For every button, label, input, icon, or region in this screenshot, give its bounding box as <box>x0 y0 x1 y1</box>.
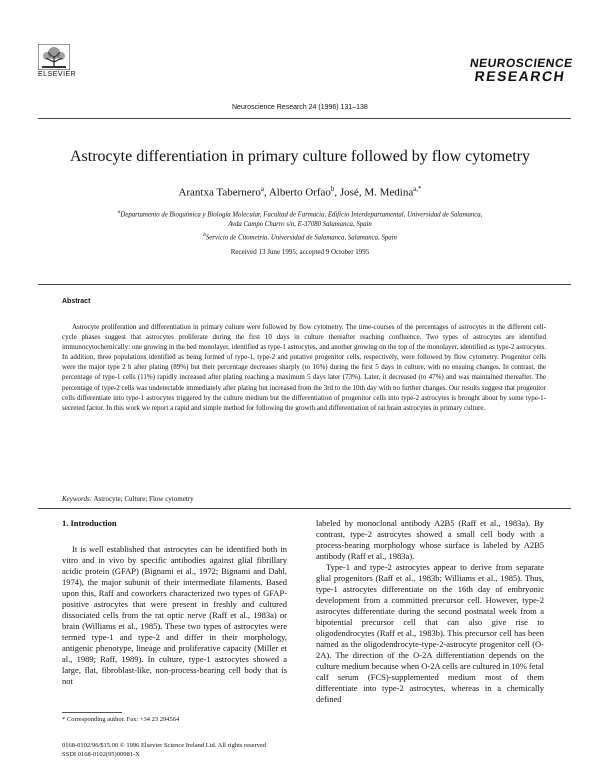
affiliation-a-address: Avda Campo Charro s/n, E-37080 Salamanca, Spain <box>228 221 372 229</box>
corresponding-author-footnote: * Corresponding author. Fax: +34 23 294564 <box>62 716 180 723</box>
affiliation-a-line1: Departamento de Bioquímica y Biología Molecular, Facultad de Farmacia, Edificio Interdepartamental, Universidad de Salamanca, <box>120 211 483 219</box>
affiliations <box>40 207 560 244</box>
copyright-info <box>62 741 266 759</box>
footnote-rule <box>62 712 122 713</box>
keywords <box>62 495 194 503</box>
header-divider <box>38 118 571 119</box>
affiliation-a-sup: a <box>117 209 121 215</box>
author-3-affil: a,* <box>413 185 422 193</box>
received-dates: Received 13 June 1995; accepted 9 October 1995 <box>230 248 370 256</box>
affiliation-b <box>40 230 560 243</box>
journal-brand <box>469 56 574 84</box>
affiliation-a <box>40 207 560 220</box>
affiliation-b-sup: b <box>203 232 206 239</box>
author-1-affil: a <box>260 185 264 193</box>
abstract-bottom-rule <box>38 508 571 509</box>
brand-line-2: RESEARCH <box>473 68 567 84</box>
ssdi-line: SSDI 0168-0102(95)00981-X <box>62 751 140 758</box>
author-2: Alberto Orfao <box>268 186 331 199</box>
author-1: Arantxa Tabernero <box>178 186 261 199</box>
journal-citation: Neuroscience Research 24 (1996) 131–138 <box>232 104 368 111</box>
publisher-name: ELSEVIER <box>38 71 77 78</box>
article-title: Astrocyte differentiation in primary culture followed by flow cytometry <box>69 148 530 165</box>
intro-right-paragraph-1: labeled by monoclonal antibody A2B5 (Raff et al., 1983a). By contrast, type-2 astrocytes showed a small cell body with a process-bearing morphology whose surface is labeled by A2B5 antibody (Raff et al., 1983a). <box>316 518 544 561</box>
introduction-right-column <box>316 518 544 705</box>
intro-right-paragraph-2: Type-1 and type-2 astrocytes appear to derive from separate glial progenitors (Raff et al., 1983b; Williams et al., 1985). Thus, type-1 astrocytes differentiate on the 16th day of embryonic development from a committed precursor cell. However, type-2 astrocytes differentiate during the second postnatal week from a bipotential precursor cell that can also give rise to oligodendrocytes (Raff et al., 1983b). This precursor cell has been named as the oligodendrocyte-type-2-astrocyte progenitor cell (O-2A). The direction of the O-2A differentiation depends on the culture medium because when O-2A cells are cultured in 10% fetal calf serum (FCS)-supplemented medium most of them differentiate into type-2 astrocytes, whereas in a chemically defined <box>316 562 544 704</box>
keywords-label: Keywords: <box>62 495 93 503</box>
author-list: Arantxa Tabernero$^a$, Alberto Orfao$^b$, José, M. Medina$^{a,*}$ <box>178 185 422 199</box>
introduction-left-column: It is well established that astrocytes can be identified both in vitro and in vivo by specific antibodies against glial fibrillary acidic protein (GFAP) (Bignami et al., 1972; Bignami and Dahl, 1974), the major subunit of their intermediate filaments. Based upon this, Raff and coworkers characterized two types of GFAP-positive astrocytes that were present in freshly and cultured dissociated cells from the rat optic nerve (Raff et al., 1983a) or brain (Williams et al., 1985). These two types of astrocytes were termed type-1 and type-2 and differ in their morphology, antigenic phenotype, lineage and proliferative capacity (Miller et al., 1989; Raff, 1989). In culture, type-1 astrocytes showed a large, flat, fibroblast-like, non-process-bearing cell body that is not <box>62 544 287 686</box>
abstract-text: Astrocyte proliferation and differentiation in primary culture were followed by flow cytometry. The time-courses of the percentages of astrocytes in the different cell-cycle phases suggest that astrocytes proliferate during the first 10 days in culture thereafter reaching confluence. Two types of astrocytes are identified immunocytochemically: one growing in the bed monolayer, identified as type-1 astrocytes, and another growing on the top of the monolayer, identified as type-2 astrocytes. In addition, three populations identified as being formed of type-1, type-2 and putative progenitor cells, respectively, were followed by flow cytometry. Progenitor cells were the major type 2 h after plating (89%) but their percentage decreases sharply (to 16%) during the first 5 days in culture, with no ensuing changes. In contrast, the percentage of type-1 cells (11%) rapidly increased after plating reaching a maximum 5 days later (73%). Later, it decreased (to 47%) and was maintained thereafter. The percentage of type-2 cells was undetectable immediately after plating but increased from the 3rd to the 10th day with no further changes. Our results suggest that progenitor cells differentiate into type-1 astrocytes triggered by the culture medium but the differentiation of progenitor cells into type-2 astrocytes is brought about by some type-1-secreted factor. In this work we report a rapid and simple method for following the growth and differentiation of rat brain astrocytes in primary culture. <box>62 323 546 412</box>
affiliation-b-line: Servicio de Citometría, Universidad de Salamanca, Salamanca, Spain <box>205 234 397 242</box>
abstract-heading: Abstract <box>62 298 91 305</box>
section-heading-introduction: 1. Introduction <box>62 518 117 528</box>
publisher-logo <box>38 44 77 78</box>
elsevier-tree-icon <box>38 44 70 70</box>
keywords-value: Astrocyte; Culture; Flow cytometry <box>93 495 194 503</box>
brand-line-1: NEUROSCIENCE <box>469 56 574 70</box>
copyright-line: 0168-0102/96/$15.00 © 1996 Elsevier Science Ireland Ltd. All rights reserved <box>62 742 267 749</box>
author-3: José, M. Medina <box>339 186 414 199</box>
author-2-affil: b <box>330 185 335 193</box>
abstract-top-rule <box>38 284 571 285</box>
